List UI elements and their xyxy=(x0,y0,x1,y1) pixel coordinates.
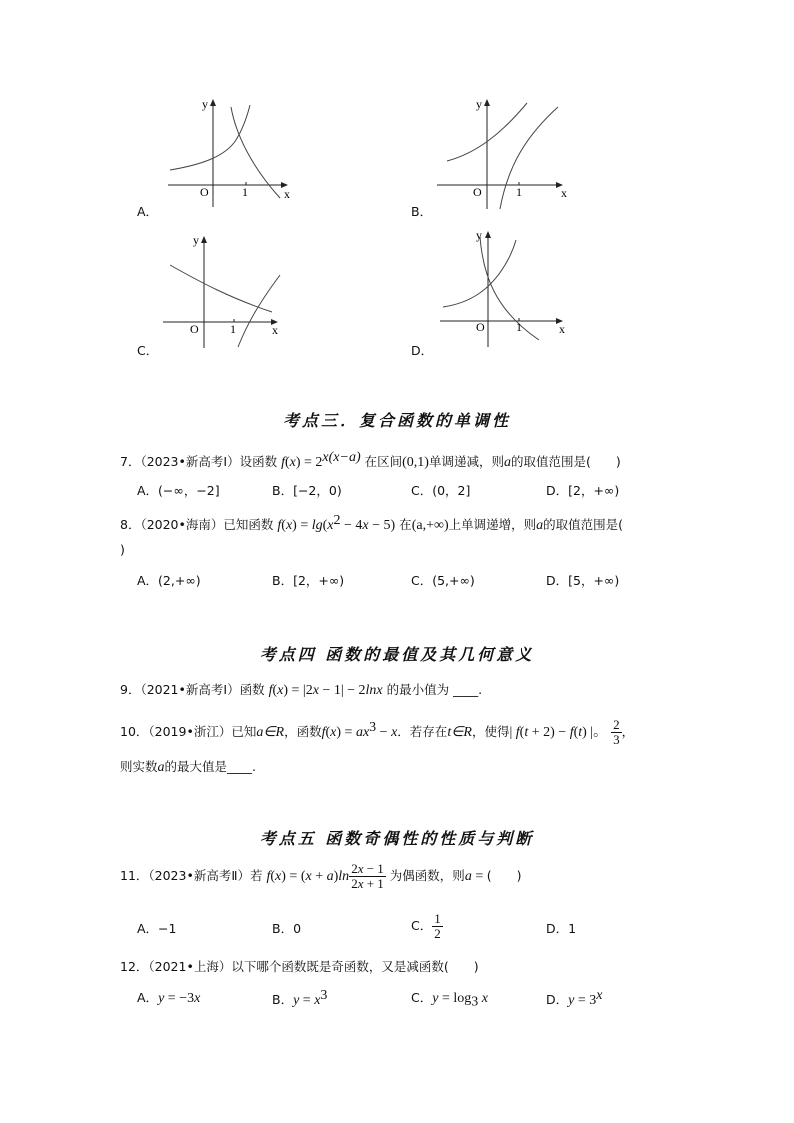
y-label: y xyxy=(193,233,199,247)
graph-d-label[interactable]: D． xyxy=(411,343,434,358)
q7-choice-b[interactable]: B．[−2，0) xyxy=(272,483,342,498)
x-label: x xyxy=(559,322,565,336)
q12-choice-b[interactable]: B．$y = x^3$ xyxy=(272,988,328,1009)
one-label: 1 xyxy=(230,322,236,336)
graph-c xyxy=(160,230,290,350)
y-label: y xyxy=(202,97,208,111)
q11-choice-c-label: C． xyxy=(411,918,433,933)
q8-choice-c[interactable]: C．(5,+∞) xyxy=(411,573,475,588)
section-title-5: 考点五 函数奇偶性的性质与判断 xyxy=(259,829,535,848)
q8-mid: 在 xyxy=(399,517,412,533)
section-title-3: 考点三．复合函数的单调性 xyxy=(282,411,511,430)
origin-label: O xyxy=(476,320,485,334)
q10-cond2: t∈R xyxy=(447,725,472,740)
q10-mid4: ， xyxy=(621,724,635,739)
one-label: 1 xyxy=(516,320,522,334)
curve-decay xyxy=(480,237,539,340)
q7-formula: f xyxy=(281,455,285,471)
q9-prefix: 9．（2021•新高考Ⅰ）函数 xyxy=(120,682,265,697)
graph-b xyxy=(432,95,577,210)
graph-d xyxy=(435,225,575,350)
q12-choice-c[interactable]: C．$y = \log_3 x$ xyxy=(411,990,488,1010)
q9-suffix: 的最小值为 xyxy=(386,682,450,697)
q10-fraction: $\frac{2}{3}$ xyxy=(613,717,620,747)
q7-interval: (0,1) xyxy=(402,455,429,471)
q7-a: a xyxy=(503,455,511,471)
question-9: 9．（2021•新高考Ⅰ）函数 f(x) = |2x − 1| − 2lnx 的最小值为 ____. xyxy=(120,682,483,698)
q8-suffix: 上单调递增，则 xyxy=(448,517,537,533)
q11-formula: f xyxy=(266,869,271,884)
q8-prefix: 8．（2020•海南）已知函数 xyxy=(120,517,274,533)
question-10: 10．（2019•浙江）已知a∈R，函数$f(x) = ax^3 - x$．若存在t∈R，使得| f(t + 2) − f(t) |。 $\frac{2}{3}$ ， xyxy=(120,717,635,747)
q8-formula: f xyxy=(277,518,282,534)
x-label: x xyxy=(284,187,290,201)
q8-interval: (a,+∞) xyxy=(411,518,449,534)
origin-label: O xyxy=(473,185,482,199)
q11-prefix: 11．（2023•新高考Ⅱ）若 xyxy=(120,868,263,883)
q11-choice-c[interactable] xyxy=(411,912,443,941)
curve-decay xyxy=(170,265,272,312)
q8-line2: ) xyxy=(120,542,125,557)
q10-formula: f xyxy=(321,725,326,740)
q10-line2 xyxy=(120,757,256,776)
q8-choice-b[interactable]: B．[2，+∞) xyxy=(272,573,345,588)
y-arrow-icon xyxy=(484,99,490,106)
q10-a: a xyxy=(157,760,165,775)
x-label: x xyxy=(272,323,278,337)
q12-choice-d-label: D． xyxy=(546,992,569,1008)
y-arrow-icon xyxy=(485,231,491,238)
curve-decay xyxy=(231,107,280,198)
q9-blank[interactable]: ____. xyxy=(453,682,483,697)
q8-choice-d[interactable]: D．[5，+∞) xyxy=(546,573,620,588)
q12-choice-c-label: C． xyxy=(411,990,433,1005)
graph-b-label[interactable]: B． xyxy=(411,204,433,219)
q7-choice-a[interactable]: A．(−∞，−2] xyxy=(137,483,220,498)
q11-choice-b[interactable]: B．0 xyxy=(272,921,302,936)
q7-choice-d[interactable]: D．[2，+∞) xyxy=(546,483,620,498)
q11-choice-a[interactable]: A．−1 xyxy=(137,921,177,936)
q7-suffix: 单调递减，则 xyxy=(428,454,504,470)
q7-prefix: 7．（2023•新高考Ⅰ）设函数 xyxy=(120,454,278,470)
q10-tail[interactable]: 的最大值是____. xyxy=(164,759,256,774)
y-arrow-icon xyxy=(201,236,207,243)
graph-a xyxy=(160,95,300,210)
q7-choice-c[interactable]: C．(0，2] xyxy=(411,483,471,498)
q11-tail: ( ) xyxy=(486,868,522,883)
q12-choice-b-label: B． xyxy=(272,992,294,1008)
q12-choice-a-label: A． xyxy=(137,990,159,1005)
curve-exp xyxy=(443,240,516,307)
y-arrow-icon xyxy=(210,99,216,106)
q10-cond1: a∈R xyxy=(256,725,285,740)
q7-mid: 在区间 xyxy=(364,454,403,470)
x-label: x xyxy=(561,186,567,200)
curve-exp xyxy=(170,105,250,170)
q9-formula: f xyxy=(268,683,273,698)
question-7: 7．（2023•新高考Ⅰ）设函数 $f(x) = 2^{x(x-a)}$ 在区间(0,1)单调递减，则a的取值范围是( ) xyxy=(120,450,621,471)
y-label: y xyxy=(476,228,482,242)
q10-line2-text: 则实数 xyxy=(120,759,158,774)
one-label: 1 xyxy=(242,185,248,199)
graph-c-label[interactable]: C． xyxy=(137,343,159,358)
q8-choice-a[interactable]: A．(2,+∞) xyxy=(137,573,201,588)
origin-label: O xyxy=(190,322,199,336)
q11-fraction: $\frac{2x - 1}{2x + 1}$ xyxy=(351,861,384,891)
q10-ineq: | xyxy=(509,725,516,740)
q11-suffix: 为偶函数，则 xyxy=(389,868,465,883)
one-label: 1 xyxy=(516,185,522,199)
q12-choice-d[interactable]: D．$y = 3^x$ xyxy=(546,988,603,1009)
q8-a: a xyxy=(536,518,544,534)
question-11: 11．（2023•新高考Ⅱ）若 f(x) = (x + a)ln $\frac{2x - 1}{2x + 1}$ 为偶函数，则a = ( ) xyxy=(120,861,522,891)
graph-a-label[interactable]: A． xyxy=(137,204,159,219)
q7-tail: 的取值范围是( ) xyxy=(510,454,621,470)
q12-choice-a[interactable]: A．y = −3x xyxy=(137,990,201,1006)
question-8: 8．（2020•海南）已知函数 $f(x) = \lg(x^2 - 4x - 5)$ 在(a,+∞)上单调递增，则a的取值范围是( xyxy=(120,513,624,534)
q10-mid2: ．若存在 xyxy=(397,724,448,739)
section-title-4: 考点四 函数的最值及其几何意义 xyxy=(259,645,535,664)
q8-tail: 的取值范围是( xyxy=(543,517,624,533)
q11-choice-d[interactable]: D．1 xyxy=(546,921,577,936)
origin-label: O xyxy=(200,185,209,199)
q10-mid: ，函数 xyxy=(284,724,322,739)
question-12: 12．（2021•上海）以下哪个函数既是奇函数，又是减函数( ) xyxy=(120,959,479,974)
q11-choice-c-fraction: $\frac{1}{2}$ xyxy=(434,911,441,941)
q10-mid3: ，使得 xyxy=(471,724,510,739)
y-label: y xyxy=(476,97,482,111)
q10-prefix: 10．（2019•浙江）已知 xyxy=(120,724,257,739)
